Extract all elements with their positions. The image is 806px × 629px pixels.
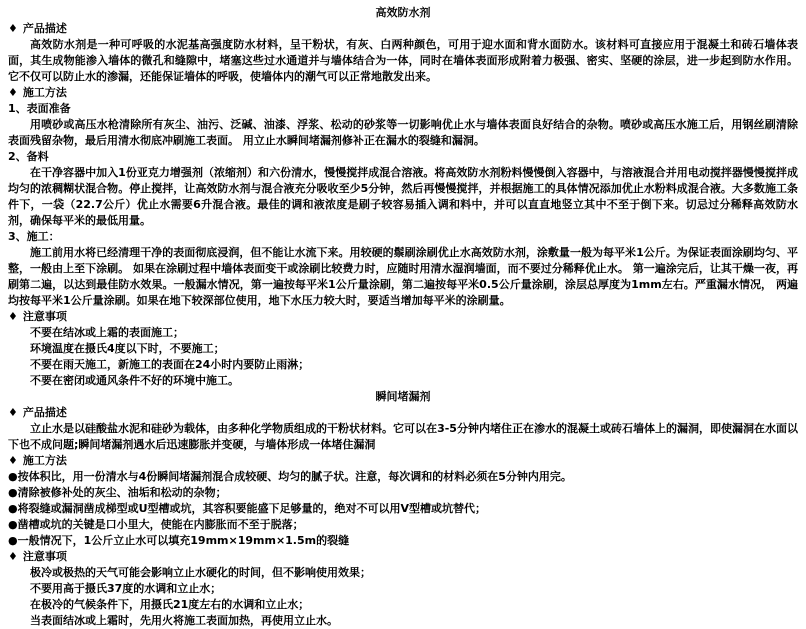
doc1-title: 高效防水剂: [375, 6, 431, 19]
circle-bullet-icon: ●: [8, 518, 18, 531]
circle-bullet-icon: ●: [8, 486, 18, 499]
doc2-note-line: 在极冷的气候条件下，用摄氏21度左右的水调和立止水；: [30, 598, 310, 611]
doc1-desc-body: 高效防水剂是一种可呼吸的水泥基高强度防水材料，呈干粉状，有灰、白两种颜色，可用于迎水面和背水面防水。该材料可直接应用于混凝土和砖石墙体表面，其生成物能渗入墙体的微孔和缝隙中，堵塞这些过水通道并与墙体结合为一体，同时在墙体表面形成附着力极强、密实、坚硬的涂层，进一步起到防水作用。它不仅可以防止水的渗漏，还能保证墙体的呼吸，使墙体内的潮气可以正常地散发出来。: [8, 38, 798, 83]
doc2-method-item-text: 清除被修补处的灰尘、油垢和松动的杂物；: [17, 486, 227, 499]
doc1-step1-label: 1、表面准备: [8, 102, 71, 115]
diamond-icon: ♦: [8, 86, 18, 99]
doc2-note-line: 极冷或极热的天气可能会影响立止水硬化的时间，但不影响使用效果；: [30, 566, 371, 579]
doc2-method-item-text: 一般情况下，1公斤立止水可以填充19mm×19mm×1.5m的裂缝: [17, 534, 350, 547]
doc1-note-line: 不要在密闭或通风条件不好的环境中施工。: [30, 374, 239, 387]
doc1-method-heading: [8, 85, 798, 101]
doc1-method-heading-label: 施工方法: [22, 86, 67, 99]
doc2-notes-heading: [8, 549, 798, 565]
doc1-note-line: 不要在雨天施工，新施工的表面在24小时内要防止雨淋；: [30, 358, 310, 371]
circle-bullet-icon: ●: [8, 534, 18, 547]
doc2-title: 瞬间堵漏剂: [375, 390, 431, 403]
doc2-note-line: 当表面结冰或上霜时，先用火将施工表面加热，再使用立止水。: [30, 614, 338, 627]
doc2-method-item-text: 将裂缝或漏洞凿成梯型或U型槽或坑，其容积要能盛下足够量的，绝对不可以用V型槽或坑替代；: [17, 502, 487, 515]
diamond-icon: ♦: [8, 22, 18, 35]
doc2-desc-heading: [8, 405, 798, 421]
doc1-step2-label: 2、备料: [8, 150, 49, 163]
diamond-icon: ♦: [8, 454, 18, 467]
doc2-method-item: [8, 469, 798, 485]
doc2-method-item: [8, 517, 798, 533]
doc2-desc-heading-label: 产品描述: [22, 406, 67, 419]
doc1-notes-heading-label: 注意事项: [22, 310, 67, 323]
doc2-notes-heading-label: 注意事项: [22, 550, 67, 563]
doc1-step3-body: 施工前用水将已经清理干净的表面彻底浸润，但不能让水流下来。用较硬的鬃刷涂刷优止水高效防水剂，涂敷量一般为每平米1公斤。为保证表面涂刷均匀、平整，一般由上至下涂刷。 如果在涂刷过程中墙体表面变干或涂刷比较费力时，应随时用清水湿润墙面，而不要过分稀释优止水。 第一遍涂完后，让其干燥一夜，再刷第二遍，以达到最佳防水效果。一般漏水情况，第一遍按每平米1公斤量涂刷，第二遍按每平米0.5公斤量涂刷，涂层总厚度为1mm左右。严重漏水情况， 两遍均按每平米1公斤量涂刷。如果在地下较深部位使用，地下水压力较大时，要适当增加每平米的涂刷量。: [8, 246, 798, 307]
circle-bullet-icon: ●: [8, 502, 18, 515]
doc2-method-item: [8, 533, 798, 549]
doc1-note-line: 不要在结冰或上霜的表面施工；: [30, 326, 184, 339]
doc1-desc-heading-label: 产品描述: [22, 22, 67, 35]
doc1-step1-body: 用喷砂或高压水枪清除所有灰尘、油污、泛碱、油漆、浮浆、松动的砂浆等一切影响优止水与墙体表面良好结合的杂物。喷砂或高压水施工后，用钢丝刷清除表面残留杂物，最后用清水彻底冲刷施工表面。 用立止水瞬间堵漏剂修补正在漏水的裂缝和漏洞。: [8, 118, 798, 147]
doc1-note-line: 环境温度在摄氏4度以下时，不要施工；: [30, 342, 225, 355]
doc2-method-heading-label: 施工方法: [22, 454, 67, 467]
doc1-step3-label: 3、施工：: [8, 230, 60, 243]
doc1-notes-heading: [8, 309, 798, 325]
doc1-desc-heading: [8, 21, 798, 37]
doc2-method-item: [8, 485, 798, 501]
doc2-note-line: 不要用高于摄氏37度的水调和立止水；: [30, 582, 222, 595]
doc2-method-item-text: 凿槽或坑的关键是口小里大，使能在内膨胀而不至于脱落；: [17, 518, 304, 531]
diamond-icon: ♦: [8, 406, 18, 419]
diamond-icon: ♦: [8, 310, 18, 323]
doc1-step2-body: 在干净容器中加入1份亚克力增强剂（浓缩剂）和六份清水，慢慢搅拌成混合溶液。将高效防水剂粉料慢慢倒入容器中，与溶液混合并用电动搅拌器慢慢搅拌成均匀的浓稠糊状混合物。停止搅拌，让高效防水剂与混合液充分吸收至少5分钟，然后再慢慢搅拌，并根据施工的具体情况添加优止水粉料成混合液。大多数施工条件下，一袋（22.7公斤）优止水需要6升混合液。最佳的调和液浓度是刷子较容易插入调和料中，并可以直直地竖立其中不至于倒下来。切忌过分稀释高效防水剂，确保每平米的最低用量。: [8, 166, 798, 227]
diamond-icon: ♦: [8, 550, 18, 563]
doc2-desc-body: 立止水是以硅酸盐水泥和硅砂为载体，由多种化学物质组成的干粉状材料。它可以在3-5分钟内堵住正在渗水的混凝土或砖石墙体上的漏洞，即使漏洞在水面以下也不成问题;瞬间堵漏剂遇水后迅速膨胀并变硬，与墙体形成一体堵住漏洞: [8, 422, 798, 451]
doc2-method-item: [8, 501, 798, 517]
circle-bullet-icon: ●: [8, 470, 18, 483]
doc2-method-item-text: 按体积比，用一份清水与4份瞬间堵漏剂混合成较硬、均匀的腻子状。注意，每次调和的材料必须在5分钟内用完。: [17, 470, 572, 483]
doc2-method-heading: [8, 453, 798, 469]
